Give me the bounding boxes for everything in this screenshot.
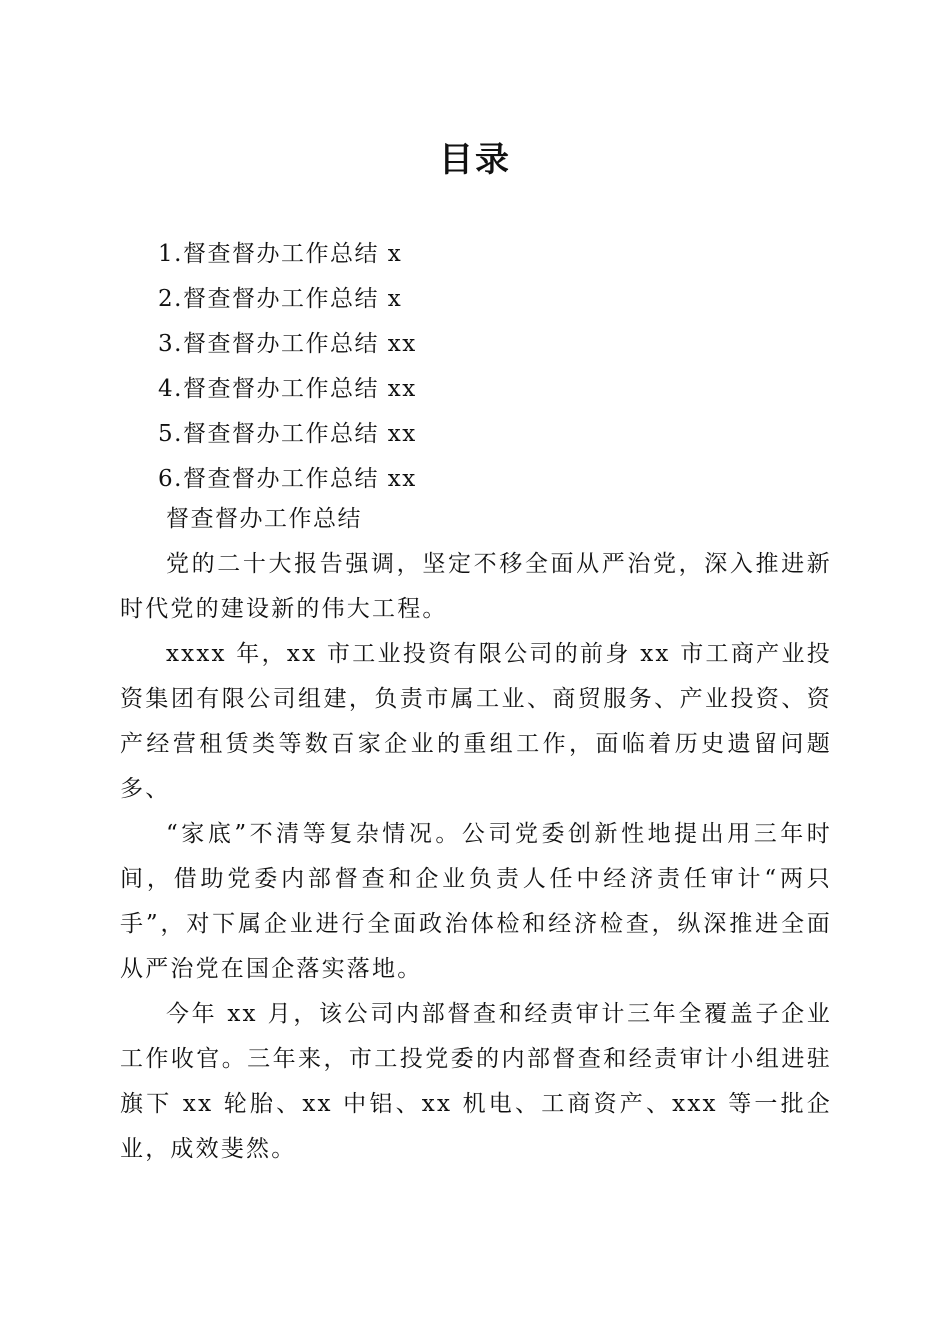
body-paragraph: xxxx 年，xx 市工业投资有限公司的前身 xx 市工商产业投资集团有限公司组建，负责市属工业、商贸服务、产业投资、资产经营租赁类等数百家企业的重组工作，面临着历史遗留问题多、 (120, 641, 832, 802)
toc-item[interactable]: 5.督查督办工作总结 xx (158, 421, 417, 447)
toc-item[interactable]: 3.督查督办工作总结 xx (158, 331, 417, 357)
toc-item[interactable]: 1.督查督办工作总结 x (158, 241, 403, 267)
toc-item[interactable]: 4.督查督办工作总结 xx (158, 376, 417, 402)
table-of-contents (158, 232, 417, 502)
toc-item[interactable]: 6.督查督办工作总结 xx (158, 466, 417, 492)
body-paragraph: 党的二十大报告强调，坚定不移全面从严治党，深入推进新时代党的建设新的伟大工程。 (120, 551, 832, 622)
document-body (120, 497, 832, 1172)
page-title: 目录 (439, 140, 511, 180)
section-heading: 督查督办工作总结 (166, 506, 362, 532)
toc-item[interactable]: 2.督查督办工作总结 x (158, 286, 403, 312)
body-paragraph: “家底”不清等复杂情况。公司党委创新性地提出用三年时间，借助党委内部督查和企业负责人任中经济责任审计“两只手”，对下属企业进行全面政治体检和经济检查，纵深推进全面从严治党在国企落实落地。 (120, 821, 832, 982)
body-paragraph: 今年 xx 月，该公司内部督查和经责审计三年全覆盖子企业工作收官。三年来，市工投党委的内部督查和经责审计小组进驻旗下 xx 轮胎、xx 中铝、xx 机电、工商资产、xxx 等一批企业，成效斐然。 (120, 1001, 832, 1162)
